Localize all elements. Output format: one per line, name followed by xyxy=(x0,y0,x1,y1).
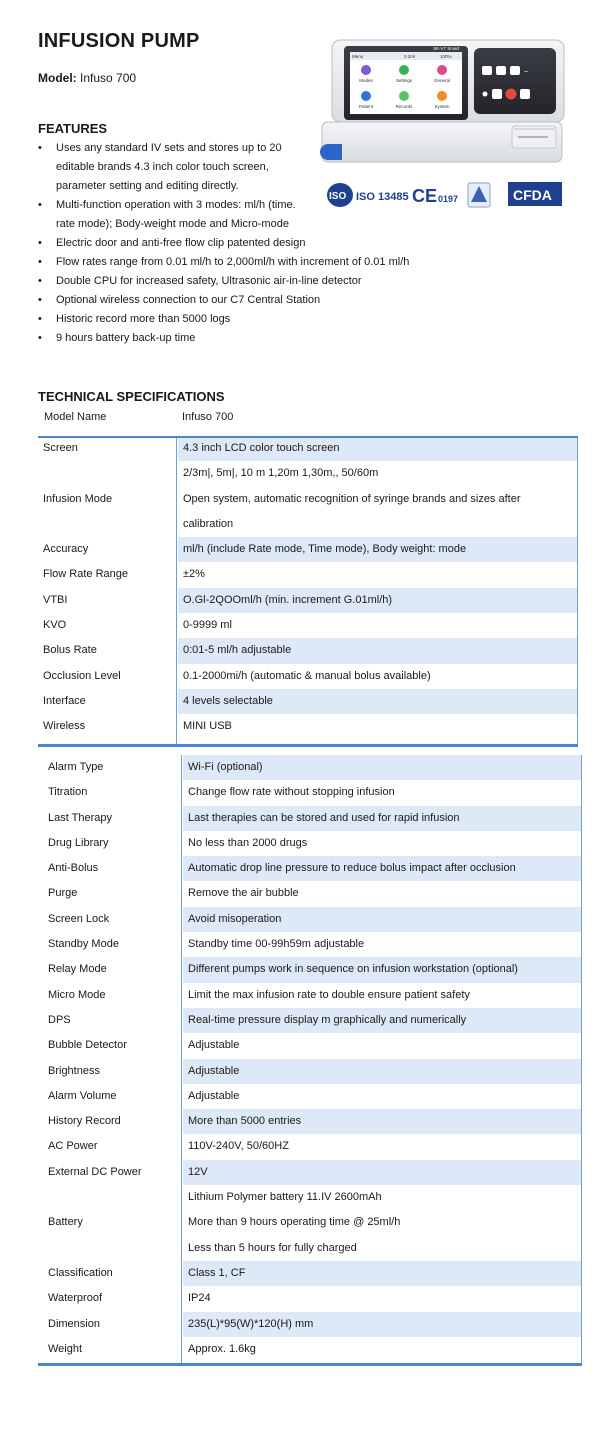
bullet-icon: • xyxy=(38,256,42,268)
spec-label: Last Therapy xyxy=(48,811,113,824)
table-row xyxy=(38,806,582,831)
spec-value: 235(L)*95(W)*120(H) mm xyxy=(183,1312,582,1337)
spec-value: Approx. 1.6kg xyxy=(188,1342,256,1355)
spec-label: Infusion Mode xyxy=(43,492,113,505)
spec-label: Bolus Rate xyxy=(43,644,97,657)
spec-value: Wi-Fi (optional) xyxy=(183,755,582,780)
spec-label: External DC Power xyxy=(48,1165,142,1178)
spec-value: 0:01-5 ml/h adjustable xyxy=(178,638,578,663)
model-name-label: Model Name xyxy=(44,411,107,423)
screen-menu-icon xyxy=(437,65,447,75)
feature-item xyxy=(38,310,438,329)
svg-text:Menu: Menu xyxy=(352,54,364,59)
spec-label: Titration xyxy=(48,786,88,799)
spec-value: calibration xyxy=(183,517,234,530)
spec-value: Different pumps work in sequence on infusion workstation (optional) xyxy=(183,957,582,982)
spec-value-line: Lithium Polymer battery 11.IV 2600mAh xyxy=(188,1191,382,1204)
table-row xyxy=(38,664,578,689)
feature-item xyxy=(38,329,438,348)
certification-logos xyxy=(326,180,566,212)
svg-text:CE: CE xyxy=(412,186,438,206)
table-row xyxy=(38,780,582,805)
spec-value: 0.1-2000mi/h (automatic & manual bolus available) xyxy=(183,669,431,682)
svg-text:SK-V7 Smart: SK-V7 Smart xyxy=(433,46,460,51)
feature-item xyxy=(38,272,438,291)
table-row xyxy=(38,512,578,537)
screen-menu-icon xyxy=(361,65,371,75)
table-row xyxy=(38,1160,582,1185)
model-line xyxy=(38,71,136,85)
spec-value: 0-9999 ml xyxy=(183,619,232,632)
feature-item xyxy=(38,234,438,253)
feature-text: Uses any standard IV sets and stores up to 20 xyxy=(56,142,282,154)
svg-text:100%: 100% xyxy=(440,54,452,59)
table-row xyxy=(38,1312,582,1337)
spec-value-line: Less than 5 hours for fully charged xyxy=(188,1241,357,1254)
spec-label: Brightness xyxy=(48,1064,100,1077)
table-row xyxy=(38,461,578,486)
table-row xyxy=(38,831,582,856)
spec-value: 4.3 inch LCD color touch screen xyxy=(178,436,578,461)
spec-value: 2/3m|, 5m|, 10 m 1,20m 1,30m,, 50/60m xyxy=(183,467,379,480)
table-row xyxy=(38,1059,582,1084)
spec-value: ml/h (include Rate mode, Time mode), Body weight: mode xyxy=(178,537,578,562)
model-value: Infuso 700 xyxy=(80,71,137,85)
table-row xyxy=(38,856,582,881)
spec-label: Drug Library xyxy=(48,836,109,849)
spec-label: Purge xyxy=(48,887,78,900)
spec-value: More than 5000 entries xyxy=(183,1109,582,1134)
features-heading: FEATURES xyxy=(38,121,108,136)
spec-label: Dimension xyxy=(48,1317,100,1330)
spec-value: Adjustable xyxy=(188,1089,240,1102)
bullet-icon: • xyxy=(38,275,42,287)
table-row xyxy=(38,537,578,562)
table-row xyxy=(38,1185,582,1261)
spec-value: Automatic drop line pressure to reduce bolus impact after occlusion xyxy=(183,856,582,881)
table-row xyxy=(38,714,578,739)
bullet-icon: • xyxy=(38,313,42,325)
screen-menu-icon xyxy=(399,65,409,75)
spec-label: History Record xyxy=(48,1115,121,1128)
table-row xyxy=(38,689,578,714)
spec-label: Wireless xyxy=(43,720,86,733)
spec-value: 12V xyxy=(183,1160,582,1185)
table-row xyxy=(38,1134,582,1159)
bullet-icon: • xyxy=(38,237,42,249)
table-row xyxy=(38,881,582,906)
spec-label: Screen xyxy=(43,442,78,454)
feature-text: Electric door and anti-free flow clip patented design xyxy=(56,237,306,249)
table-row xyxy=(38,1033,582,1058)
feature-text: Optional wireless connection to our C7 Central Station xyxy=(56,294,321,306)
spec-value: Change flow rate without stopping infusion xyxy=(188,786,395,799)
spec-label: DPS xyxy=(48,1013,71,1026)
infusion-pump-image xyxy=(318,36,570,166)
spec-label: Micro Mode xyxy=(48,988,106,1001)
spec-value: Avoid misoperation xyxy=(183,907,582,932)
table-divider xyxy=(181,755,182,1363)
spec-label: Alarm Type xyxy=(48,761,104,773)
spec-value: ±2% xyxy=(183,568,205,581)
table-row xyxy=(38,983,582,1008)
spec-label: Standby Mode xyxy=(48,938,119,951)
screen-menu-label: Records xyxy=(395,104,413,109)
features-list xyxy=(38,139,438,348)
feature-text: editable brands 4.3 inch color touch screen, xyxy=(56,161,269,173)
feature-text: rate mode); Body-weight mode and Micro-mode xyxy=(56,218,289,230)
bullet-icon: • xyxy=(38,332,42,344)
table-bottom-border xyxy=(38,744,578,747)
table-row xyxy=(38,638,578,663)
table-row xyxy=(38,932,582,957)
spec-value: 110V-240V, 50/60HZ xyxy=(188,1140,289,1153)
table-row xyxy=(38,562,578,587)
spec-table-1 xyxy=(38,436,578,744)
spec-label: Interface xyxy=(43,694,86,707)
model-name-value: Infuso 700 xyxy=(182,411,234,423)
screen-menu-label: Settings xyxy=(395,78,413,83)
table-row xyxy=(38,436,578,461)
table-top-border xyxy=(38,436,578,438)
table-row xyxy=(38,613,578,638)
svg-text:ISO: ISO xyxy=(329,191,347,202)
svg-text:~: ~ xyxy=(524,69,529,76)
spec-label: Classification xyxy=(48,1266,113,1279)
spec-value: Class 1, CF xyxy=(183,1261,582,1286)
spec-value: Adjustable xyxy=(183,1059,582,1084)
feature-text: parameter setting and editing directly. xyxy=(56,180,239,192)
spec-label: Bubble Detector xyxy=(48,1039,127,1052)
spec-value: O.Gl-2QOOml/h (min. increment G.01ml/h) xyxy=(178,588,578,613)
spec-label: Occlusion Level xyxy=(43,669,121,682)
table-row xyxy=(38,1084,582,1109)
spec-table-2 xyxy=(38,755,582,1363)
spec-label: Accuracy xyxy=(43,543,89,556)
spec-value: Standby time 00-99h59m adjustable xyxy=(188,938,365,951)
table-row xyxy=(38,588,578,613)
table-row xyxy=(38,907,582,932)
model-label: Model: xyxy=(38,71,77,85)
spec-label: AC Power xyxy=(48,1140,98,1153)
table-row xyxy=(38,487,578,512)
spec-label: Screen Lock xyxy=(48,912,110,925)
feature-text: Multi-function operation with 3 modes: ml/h (time. xyxy=(56,199,296,211)
feature-text: 9 hours battery back-up time xyxy=(56,332,196,344)
spec-value: Real-time pressure display m graphically and numerically xyxy=(183,1008,582,1033)
model-name-row xyxy=(38,405,578,430)
spec-label: Alarm Volume xyxy=(48,1089,117,1102)
feature-text: Flow rates range from 0.01 ml/h to 2,000ml/h with increment of 0.01 ml/h xyxy=(56,256,410,268)
table-row xyxy=(38,1109,582,1134)
screen-menu-label: General xyxy=(433,78,451,83)
screen-menu-label: Patient xyxy=(358,104,374,109)
feature-item xyxy=(38,253,438,272)
table-row xyxy=(38,1337,582,1362)
spec-label: Flow Rate Range xyxy=(43,568,128,581)
screen-menu-label: System xyxy=(434,104,450,109)
spec-value: MINI USB xyxy=(183,720,232,733)
table-row xyxy=(38,1008,582,1033)
table-divider xyxy=(176,436,177,744)
table-row xyxy=(38,1286,582,1311)
spec-label: VTBI xyxy=(43,593,68,606)
feature-item xyxy=(38,291,438,310)
spec-label: KVO xyxy=(43,619,67,632)
table-row xyxy=(38,957,582,982)
page-title: INFUSION PUMP xyxy=(38,30,200,52)
table-bottom-border xyxy=(38,1363,582,1366)
bullet-icon: • xyxy=(38,142,42,154)
table-right-border xyxy=(581,755,582,1363)
spec-value: Remove the air bubble xyxy=(188,887,299,900)
specs-heading: TECHNICAL SPECIFICATIONS xyxy=(38,389,225,404)
screen-menu-icon xyxy=(437,91,447,101)
spec-value: Limit the max infusion rate to double ensure patient safety xyxy=(188,988,470,1001)
spec-label: Waterproof xyxy=(48,1292,103,1305)
svg-text:CFDA: CFDA xyxy=(513,187,552,203)
spec-label: Battery xyxy=(48,1216,83,1229)
spec-value: 4 levels selectable xyxy=(178,689,578,714)
feature-text: Double CPU for increased safety, Ultrasonic air-in-line detector xyxy=(56,275,362,287)
svg-text:ISO 13485: ISO 13485 xyxy=(356,191,409,203)
spec-value: Last therapies can be stored and used for rapid infusion xyxy=(183,806,582,831)
spec-value: Adjustable xyxy=(188,1039,240,1052)
table-row xyxy=(38,755,582,780)
spec-value-line: More than 9 hours operating time @ 25ml/h xyxy=(188,1216,401,1229)
table-right-border xyxy=(577,436,578,744)
spec-label: Anti-Bolus xyxy=(48,862,99,875)
feature-text: Historic record more than 5000 logs xyxy=(56,313,231,325)
spec-label: Weight xyxy=(48,1342,83,1355)
spec-label: Relay Mode xyxy=(48,963,107,976)
spec-value xyxy=(183,1185,582,1261)
table-row xyxy=(38,1261,582,1286)
screen-menu-icon xyxy=(361,91,371,101)
screen-menu-label: Modes xyxy=(359,78,373,83)
feature-item xyxy=(38,215,438,234)
bullet-icon: • xyxy=(38,199,42,211)
bullet-icon: • xyxy=(38,294,42,306)
spec-value: Open system, automatic recognition of syringe brands and sizes after xyxy=(183,492,521,505)
screen-menu-icon xyxy=(399,91,409,101)
spec-value: No less than 2000 drugs xyxy=(188,836,308,849)
spec-value: IP24 xyxy=(188,1292,211,1305)
svg-text:0197: 0197 xyxy=(438,194,459,204)
svg-text:0.2ml: 0.2ml xyxy=(404,54,416,59)
